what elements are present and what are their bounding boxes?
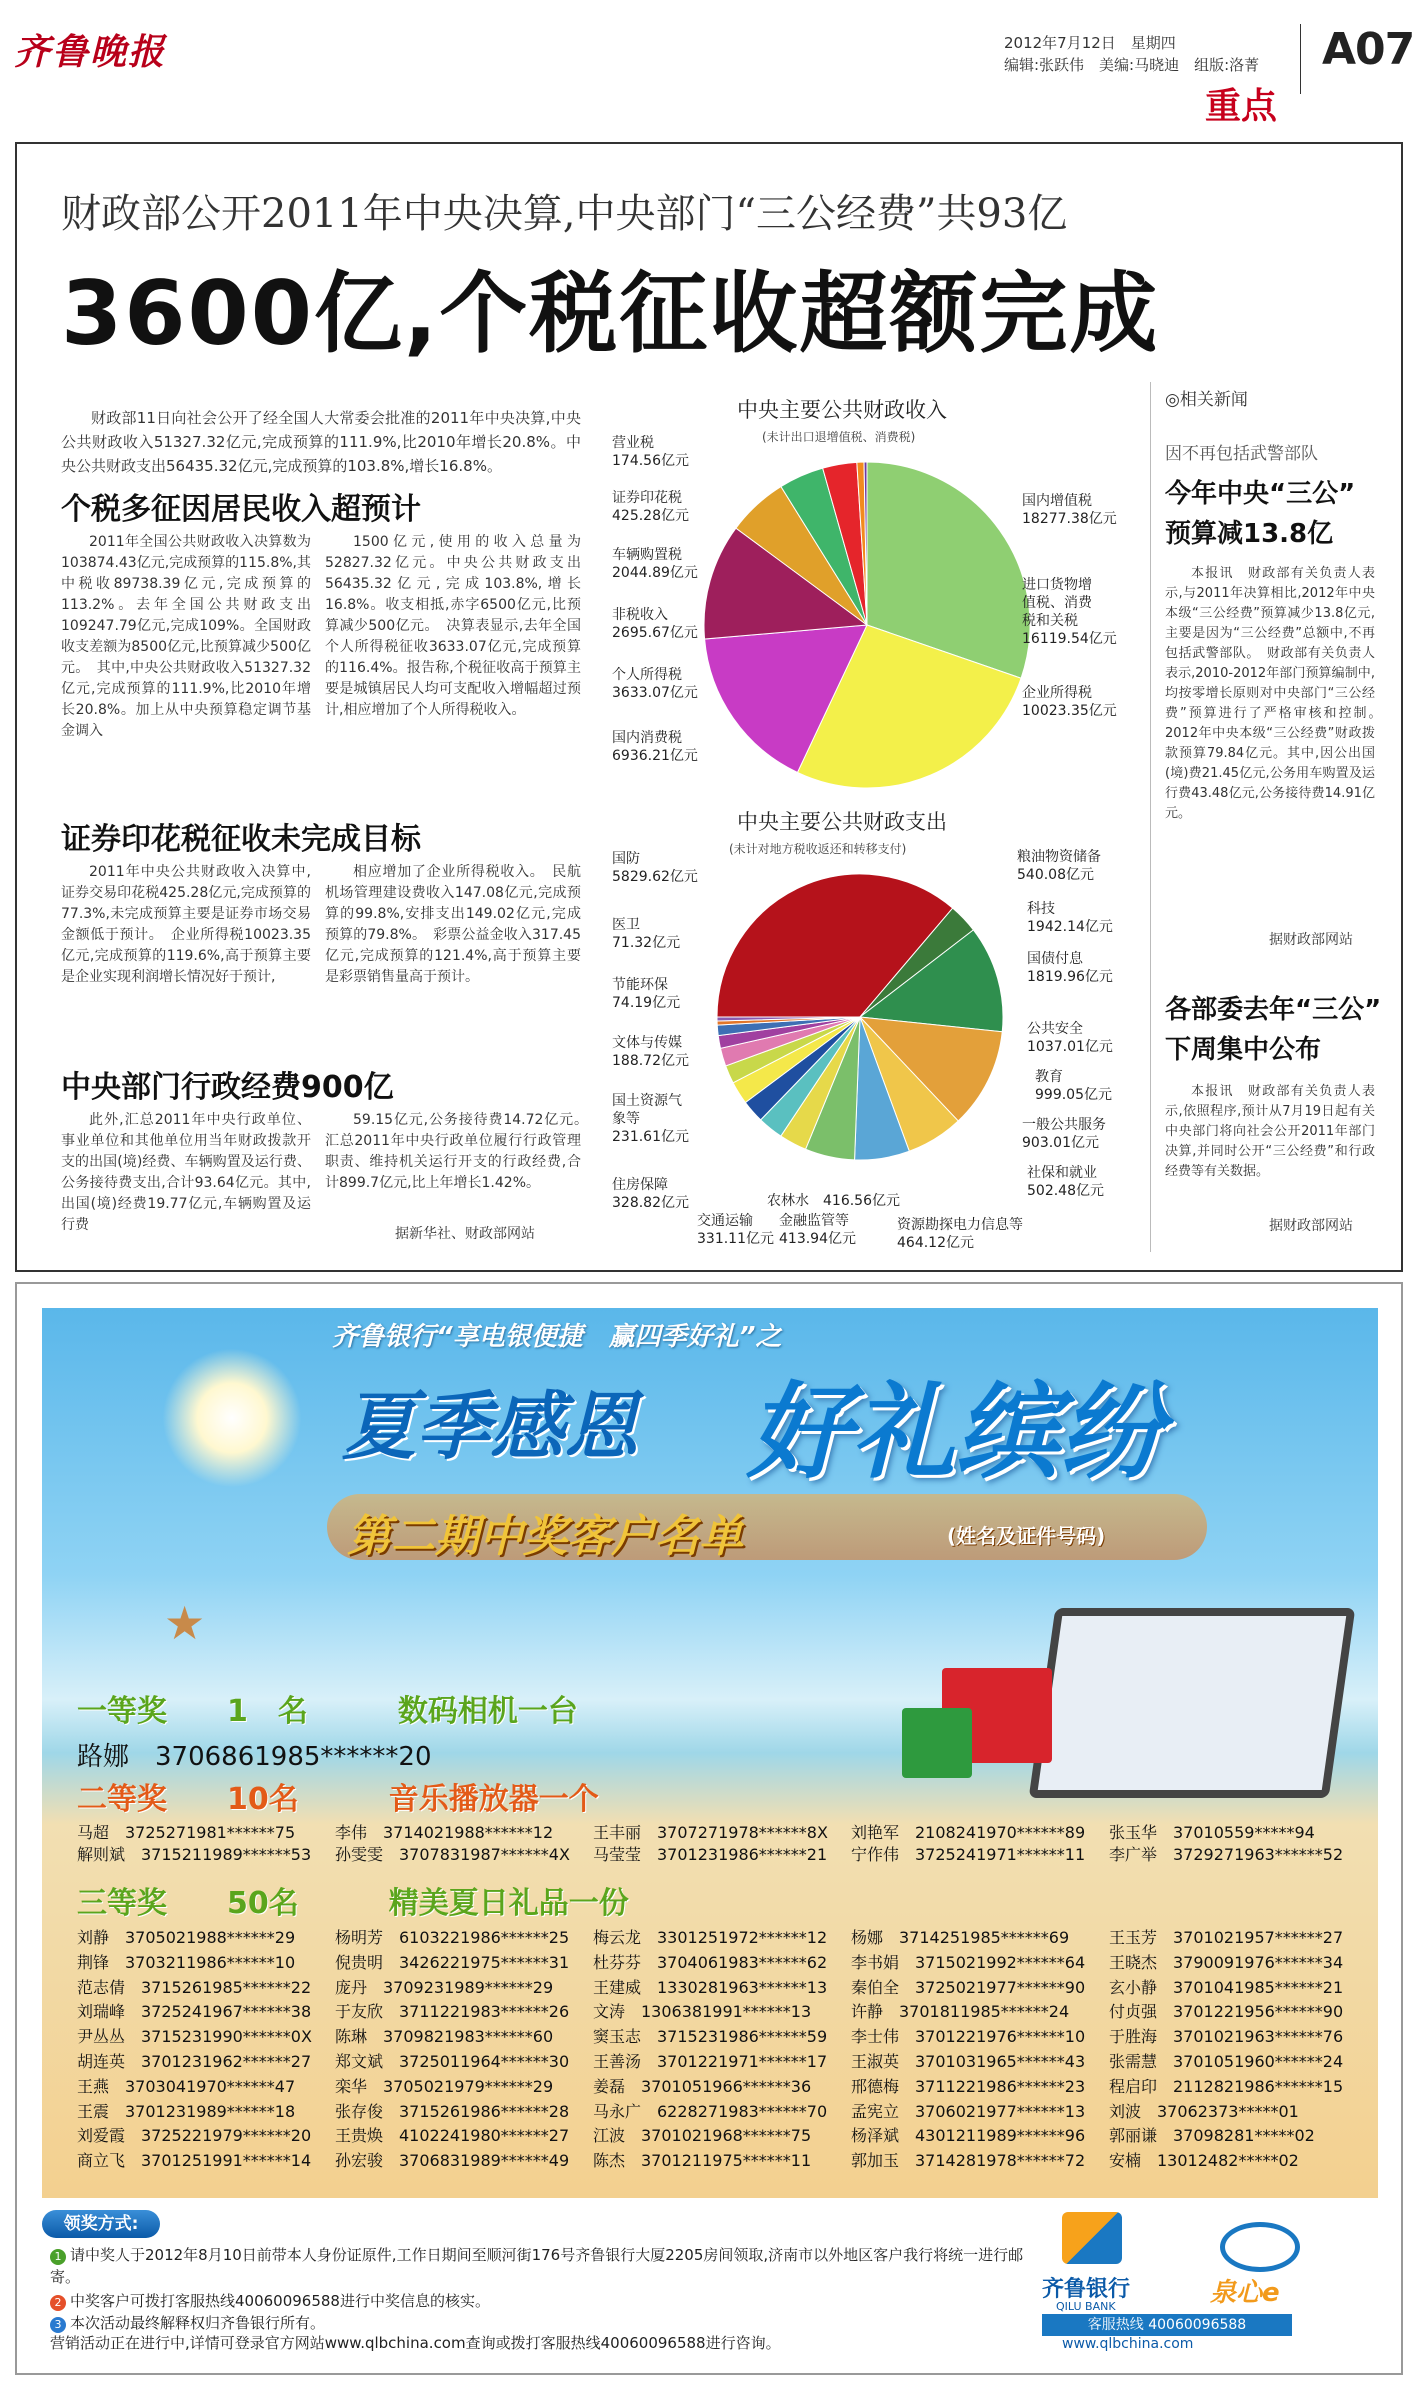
bank-name-en: QILU BANK <box>1056 2300 1116 2313</box>
label-text: 车辆购置税 <box>612 547 682 563</box>
article-headline: 3600亿,个税征收超额完成 <box>61 262 1160 365</box>
article-column: 59.15亿元,公务接待费14.72亿元。 汇总2011年中央行政单位履行行政管理职责、维持机关运行开支的行政经费,合计899.7亿元,比上年增长1.42%。 <box>325 1112 595 1191</box>
claim-step-4: 营销活动正在进行中,详情可登录官方网站www.qlbchina.com查询或拨打客服热线40060096588进行咨询。 <box>50 2334 781 2352</box>
winner-entry: 于友欣 3711221983******26 <box>335 2002 570 2022</box>
sidebar-body: 本报讯 财政部有关负责人表示,与2011年决算相比,2012年中央本级“三公经费”预算减少13.8亿元,主要是因为“三公经费”总额中,不再包括武警部队。 财政部有关负责人表示,2010-2012年部门预算编制中,均按零增长原则对中央部门“三公经费”预算进行了严格审核和控制。 2012年中央本级“三公经费”财政拨款预算79.84亿元。其中,因公出国(境)费21.45亿元,公务用车购置及运行费43.48亿元,公务接待费14.91亿元。 <box>1165 566 1389 821</box>
winner-entry: 马莹莹 3701231986******21 <box>593 1845 828 1864</box>
sidebar-divider <box>1150 382 1151 1252</box>
section-heading: 证券印花税征收未完成目标 <box>61 822 421 857</box>
winner-entry: 王燕 3703041970******47 <box>77 2076 296 2096</box>
chart-title: 中央主要公共财政收入 <box>737 398 947 422</box>
pie-label: 公共安全 1037.01亿元 <box>1027 1021 1113 1055</box>
step-number-icon: 1 <box>50 2249 66 2265</box>
winner-entry: 杨娜 3714251985******69 <box>851 1928 1070 1947</box>
winner-entry: 范志倩 3715261985******22 <box>77 1977 312 1997</box>
pie-label: 交通运输 331.11亿元 <box>697 1213 774 1247</box>
winner-entry: 王贵焕 4102241980******27 <box>335 2126 570 2146</box>
winner-entry: 程启印 2112821986******15 <box>1109 2076 1344 2096</box>
qilu-bank-logo-icon <box>1062 2212 1122 2264</box>
winner-entry: 陈琳 3709821983******60 <box>335 2027 554 2047</box>
pie-label: 社保和就业 502.48亿元 <box>1027 1165 1104 1199</box>
winner-entry: 孙宏骏 3706831989******49 <box>335 2151 570 2171</box>
ad-banner <box>42 1308 1378 2198</box>
section-heading: 个税多征因居民收入超预计 <box>61 492 421 527</box>
step-text: 请中奖人于2012年8月10日前带本人身份证原件,工作日期间至顺河街176号齐鲁银行大厦2205房间领取,济南市以外地区客户我行将统一进行邮寄。 <box>50 2246 1024 2286</box>
pie-label <box>1022 684 1117 720</box>
pie-label: 文体与传媒 188.72亿元 <box>612 1035 689 1069</box>
winner-entry: 孟宪立 3706021977******13 <box>851 2101 1086 2121</box>
label-text: 非税收入 <box>612 607 668 623</box>
sidebar-source: 据财政部网站 <box>1269 1218 1353 1234</box>
winner-entry: 刘静 3705021988******29 <box>77 1928 296 1947</box>
related-news-tag: ◎相关新闻 <box>1165 390 1248 410</box>
label-value: 10023.35亿元 <box>1022 703 1117 719</box>
pie-label: 金融监管等 413.94亿元 <box>779 1213 856 1247</box>
second-prize-winner-list <box>77 1822 1367 1866</box>
label-text: 证券印花税 <box>612 490 682 506</box>
winner-entry: 邢德梅 3711221986******23 <box>851 2076 1086 2096</box>
winner-entry: 江波 3701021968******75 <box>593 2126 812 2146</box>
claim-step-2 <box>50 2290 1030 2312</box>
section-heading: 中央部门行政经费900亿 <box>61 1070 394 1105</box>
winner-entry: 刘瑞峰 3725241967******38 <box>77 2002 312 2022</box>
ad-footer <box>42 2202 1378 2352</box>
pie-label: 进口货物增 值税、消费 税和关税 16119.54亿元 <box>1022 577 1117 647</box>
winner-entry: 刘艳军 2108241970******89 <box>851 1823 1086 1842</box>
expenditure-pie-chart <box>715 872 1005 1162</box>
winner-entry: 王丰丽 3707271978******8X <box>593 1823 828 1842</box>
winner-entry: 马超 3725271981******75 <box>77 1823 296 1842</box>
label-value: 6936.21亿元 <box>612 748 698 764</box>
quanxin-e-logo-icon <box>1220 2222 1300 2272</box>
sidebar-source: 据财政部网站 <box>1269 932 1353 948</box>
winner-entry: 孙雯雯 3707831987******4X <box>335 1845 570 1864</box>
winner-entry: 马永广 6228271983******70 <box>593 2101 828 2121</box>
label-text: 国内消费税 <box>612 730 682 746</box>
third-prize-winner-list <box>77 1926 1367 2174</box>
winner-entry: 安楠 13012482*****02 <box>1109 2151 1299 2171</box>
label-text: 个人所得税 <box>612 667 682 683</box>
pie-label: 住房保障 328.82亿元 <box>612 1177 689 1211</box>
chart-note: (未计对地方税收返还和转移支付) <box>729 842 907 856</box>
winner-entry: 李书娟 3715021992******64 <box>851 1952 1086 1972</box>
winner-entry: 尹丛丛 3715231990******0X <box>77 2027 312 2047</box>
winner-entry: 栾华 3705021979******29 <box>335 2076 554 2096</box>
pie-label <box>612 666 698 702</box>
winner-entry: 王淑英 3701031965******43 <box>851 2051 1086 2071</box>
winner-entry: 刘爱霞 3725221979******20 <box>77 2126 312 2146</box>
divider <box>1300 24 1301 94</box>
label-value: 2695.67亿元 <box>612 625 698 641</box>
page-meta <box>1004 32 1259 76</box>
sidebar-title: 今年中央“三公” 预算减13.8亿 <box>1165 479 1356 549</box>
label-text: 营业税 <box>612 435 654 451</box>
winner-entry: 王震 3701231989******18 <box>77 2101 296 2121</box>
issue-date: 2012年7月12日 星期四 <box>1004 34 1176 52</box>
article-subhead: 财政部公开2011年中央决算,中央部门“三公经费”共93亿 <box>61 191 1068 237</box>
pie-label: 医卫 71.32亿元 <box>612 917 681 951</box>
label-text: 国内增值税 <box>1022 493 1092 509</box>
claim-method-label: 领奖方式: <box>42 2210 160 2238</box>
winner-entry: 杜芬芬 3704061983******62 <box>593 1952 828 1972</box>
pie-label <box>612 729 698 765</box>
pie-label <box>612 489 689 525</box>
winner-entry: 宁作伟 3725241971******11 <box>851 1845 1086 1864</box>
first-prize-heading: 一等奖 1 名 数码相机一台 <box>77 1694 578 1729</box>
third-prize-heading: 三等奖 50名 精美夏日礼品一份 <box>77 1886 629 1921</box>
ad-title-right: 好礼缤纷 <box>747 1371 1164 1493</box>
article-column: 相应增加了企业所得税收入。 民航机场管理建设费收入147.08亿元,完成预算的99.8%,安排支出149.02亿元,完成预算的79.8%。 彩票公益金收入317.45亿元,完成预算的121.4%,高于预算主要是彩票销售量高于预计。 <box>325 864 581 985</box>
sun-glow <box>162 1348 302 1488</box>
article-lead: 财政部11日向社会公开了经全国人大常委会批准的2011年中央决算,中央公共财政收入51327.32亿元,完成预算的111.9%,比2010年增长20.8%。中央公共财政支出56435.32亿元,完成预算的103.8%,增长16.8%。 <box>61 409 581 475</box>
winner-entry: 胡连英 3701231962******27 <box>77 2051 312 2071</box>
pie-label: 科技 1942.14亿元 <box>1027 901 1113 935</box>
article-source: 据新华社、财政部网站 <box>395 1226 535 1242</box>
label-value: 3633.07亿元 <box>612 685 698 701</box>
winner-entry: 荆锋 3703211986******10 <box>77 1952 296 1972</box>
winner-entry: 陈杰 3701211975******11 <box>593 2151 812 2171</box>
editor-credits: 编辑:张跃伟 美编:马晓迪 组版:洛菁 <box>1004 56 1260 74</box>
winner-entry: 郑文斌 3725011964******30 <box>335 2051 570 2071</box>
claim-step-1 <box>50 2244 1030 2288</box>
article-column: 1500亿元,使用的收入总量为52827.32亿元。中央公共财政支出56435.32亿元,完成103.8%,增长16.8%。收支相抵,赤字6500亿元,比预算减少500亿元。 决算表显示,去年全国个人所得税征收3633.07亿元,完成预算的116.4%。报告称,个税征收高于预算主要是城镇居民人均可支配收入增幅超过预计,相应增加了个人所得税收入。 <box>325 534 581 718</box>
chart-title: 中央主要公共财政支出 <box>737 810 947 834</box>
winner-entry: 于胜海 3701021963******76 <box>1109 2027 1344 2047</box>
pie-label <box>612 434 689 470</box>
pie-label <box>1022 492 1117 528</box>
winner-entry: 商立飞 3701251991******14 <box>77 2151 312 2171</box>
winner-entry: 王玉芳 3701021957******27 <box>1109 1928 1344 1947</box>
winner-entry: 李广举 3729271963******52 <box>1109 1845 1344 1864</box>
winner-entry: 李士伟 3701221976******10 <box>851 2027 1086 2047</box>
winner-entry: 王建威 1330281963******13 <box>593 1977 828 1997</box>
pie-label <box>612 606 698 642</box>
winner-entry: 李伟 3714021988******12 <box>335 1823 554 1842</box>
winner-entry: 刘波 37062373*****01 <box>1109 2101 1299 2121</box>
starfish-icon: ★ <box>164 1596 206 1650</box>
article-column: 2011年中央公共财政收入决算中,证券交易印花税425.28亿元,完成预算的77.3%,未完成预算主要是证券市场交易金额低于预计。 企业所得税10023.35亿元,完成预算的119.6%,高于预算主要是企业实现利润增长情况好于预计, <box>61 864 311 985</box>
pie-label: 资源勘探电力信息等 464.12亿元 <box>897 1217 1023 1251</box>
second-prize-heading: 二等奖 10名 音乐播放器一个 <box>77 1782 599 1817</box>
pie-label: 一般公共服务 903.01亿元 <box>1022 1117 1106 1151</box>
winner-entry: 张玉华 37010559*****94 <box>1109 1823 1315 1842</box>
winner-entry: 姜磊 3701051966******36 <box>593 2076 812 2096</box>
winner-entry: 杨泽斌 4301211989******96 <box>851 2126 1086 2146</box>
pie-label: 国土资源气 象等 231.61亿元 <box>612 1093 689 1145</box>
article-box <box>15 142 1403 1272</box>
newspaper-logo: 齐鲁晚报 <box>14 31 167 73</box>
label-value: 18277.38亿元 <box>1022 511 1117 527</box>
step-number-icon: 3 <box>50 2317 66 2333</box>
winner-entry: 王善汤 3701221971******17 <box>593 2051 828 2071</box>
winner-entry: 王晓杰 3790091976******34 <box>1109 1952 1344 1972</box>
pie-label: 国债付息 1819.96亿元 <box>1027 951 1113 985</box>
winner-entry: 郭丽谦 37098281*****02 <box>1109 2126 1315 2146</box>
winner-entry: 付贞强 3701221956******90 <box>1109 2002 1344 2022</box>
ad-title-left: 夏季感恩 <box>342 1384 638 1470</box>
article-column: 2011年全国公共财政收入决算数为103874.43亿元,完成预算的115.8%,其中税收89738.39亿元,完成预算的113.2%。去年全国公共财政支出109247.79亿元,完成109%。全国财政收支差额为8500亿元,比预算减少500亿元。 其中,中央公共财政收入51327.32亿元,完成预算的111.9%,比2010年增长20.8%。加上从中央预算稳定调节基金调入 <box>61 534 311 739</box>
bank-name: 齐鲁银行 <box>1042 2277 1131 2302</box>
ad-slogan: 齐鲁银行“享电银便捷 赢四季好礼”之 <box>332 1322 782 1352</box>
article-column: 此外,汇总2011年中央行政单位、事业单位和其他单位用当年财政拨款开支的出国(境)经费、车辆购置及运行费、公务接待费支出,合计93.64亿元。其中,出国(境)经费19.77亿元,车辆购置及运行费 <box>61 1112 311 1233</box>
bank-logo-block <box>1042 2212 1372 2352</box>
gift-box-icon <box>902 1708 972 1778</box>
winner-entry: 窦玉志 3715231986******59 <box>593 2027 828 2047</box>
winner-entry: 杨明芳 6103221986******25 <box>335 1928 570 1947</box>
sidebar-kicker: 因不再包括武警部队 <box>1165 444 1318 464</box>
step-text: 中奖客户可拨打客服热线40060096588进行中奖信息的核实。 <box>70 2292 490 2310</box>
income-pie-chart <box>702 460 1032 790</box>
chart-note: (未计出口退增值税、消费税) <box>762 430 916 444</box>
winner-entry: 郭加玉 3714281978******72 <box>851 2151 1086 2171</box>
step-number-icon: 2 <box>50 2295 66 2311</box>
pie-label <box>612 546 698 582</box>
sidebar-title: 各部委去年“三公” 下周集中公布 <box>1165 995 1382 1065</box>
label-text: 企业所得税 <box>1022 685 1092 701</box>
winner-entry: 梅云龙 3301251972******12 <box>593 1928 828 1947</box>
hotline: 客服热线 40060096588 <box>1042 2314 1292 2336</box>
winner-entry: 秦伯全 3725021977******90 <box>851 1977 1086 1997</box>
pie-label: 粮油物资储备 540.08亿元 <box>1017 849 1101 883</box>
masthead <box>0 0 1417 135</box>
laptop-illustration <box>1029 1608 1356 1798</box>
bank-advertisement <box>15 1282 1403 2375</box>
pie-label: 教育 999.05亿元 <box>1035 1069 1112 1103</box>
section-label: 重点 <box>1205 86 1278 127</box>
label-value: 2044.89亿元 <box>612 565 698 581</box>
first-prize-winner: 路娜 3706861985******20 <box>77 1742 432 1772</box>
page-number: A07 <box>1322 24 1415 75</box>
winner-entry: 玄小静 3701041985******21 <box>1109 1977 1344 1997</box>
winner-list-subtitle: (姓名及证件号码) <box>947 1524 1106 1548</box>
label-value: 174.56亿元 <box>612 453 689 469</box>
winner-entry: 张需慧 3701051960******24 <box>1109 2051 1344 2071</box>
pie-label: 节能环保 74.19亿元 <box>612 977 681 1011</box>
claim-step-3 <box>50 2312 1030 2334</box>
website[interactable]: www.qlbchina.com <box>1062 2336 1194 2352</box>
winner-entry: 张存俊 3715261986******28 <box>335 2101 570 2121</box>
winner-list-title: 第二期中奖客户名单 <box>347 1511 743 1562</box>
winner-entry: 文涛 1306381991******13 <box>593 2002 812 2022</box>
winner-entry: 许静 3701811985******24 <box>851 2002 1070 2022</box>
brand-name: 泉心e <box>1210 2278 1280 2308</box>
winner-entry: 解则斌 3715211989******53 <box>77 1845 312 1864</box>
sidebar-body: 本报讯 财政部有关负责人表示,依照程序,预计从7月19日起有关中央部门将向社会公开2011年部门决算,并同时公开“三公经费”和行政经费等有关数据。 <box>1165 1084 1375 1179</box>
winner-entry: 倪贵明 3426221975******31 <box>335 1952 570 1972</box>
pie-label: 国防 5829.62亿元 <box>612 851 698 885</box>
step-text: 本次活动最终解释权归齐鲁银行所有。 <box>70 2314 326 2332</box>
pie-label: 农林水 416.56亿元 <box>767 1193 900 1209</box>
winner-entry: 庞丹 3709231989******29 <box>335 1977 554 1997</box>
label-value: 425.28亿元 <box>612 508 689 524</box>
